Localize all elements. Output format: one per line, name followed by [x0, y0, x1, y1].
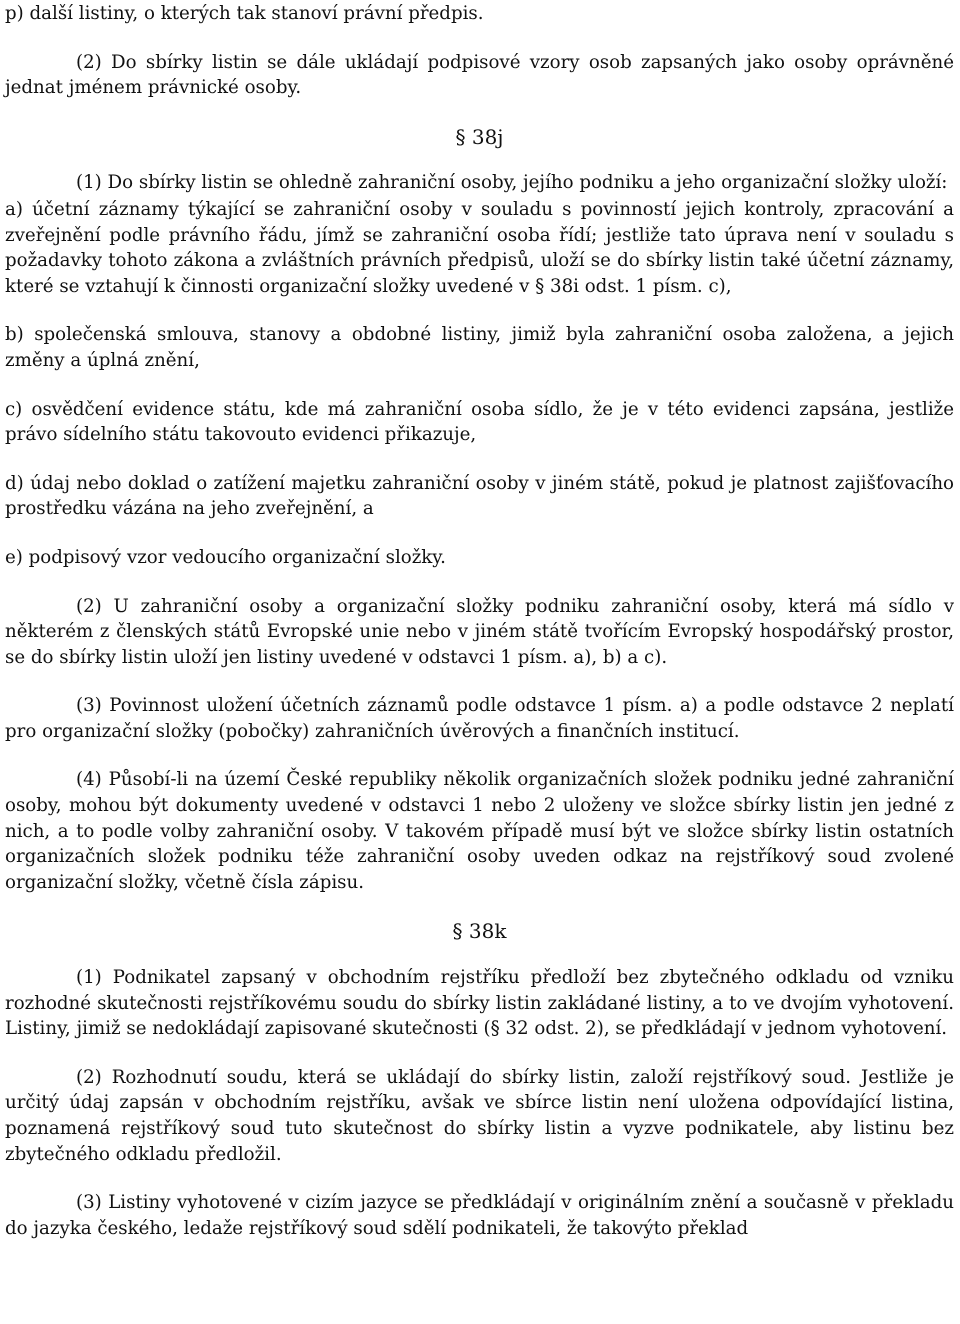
item-a-accounting-records: a) účetní záznamy týkající se zahraniční osoby v souladu s povinností jejich kontroly, zpracování a zveřejnění podle právního řádu, jímž se zahraniční osoba řídí; jestliže tato úprava není v souladu s požadavky tohoto zákona a zvláštních právních předpisů, uloží se do sbírky listin také účetní záznamy, které se vztahují k činnosti organizační složky uvedené v § 38i odst. 1 písm. c),	[5, 198, 954, 297]
item-b-founding-documents: b) společenská smlouva, stanovy a obdobné listiny, jimiž byla zahraniční osoba založena, a jejich změny a úplná znění,	[5, 324, 954, 371]
section-heading-38j: § 38j	[455, 124, 504, 149]
paragraph-38k-3: (3) Listiny vyhotovené v cizím jazyce se předkládají v originálním znění a současně v překladu do jazyka českého, ledaže rejstříkový soud sdělí podnikateli, že takovýto překlad	[5, 1192, 954, 1239]
document-page	[0, 1, 960, 1324]
item-d-encumbrance-record: d) údaj nebo doklad o zatížení majetku zahraniční osoby v jiném státě, pokud je platnost zajišťovacího prostředku vázána na jeho zveřejnění, a	[5, 472, 954, 520]
paragraph-38j-2: (2) U zahraniční osoby a organizační složky podniku zahraniční osoby, která má sídlo v některém z členských států Evropské unie nebo v jiném státě tvořícím Evropský hospodářský prostor, se do sbírky listin uloží jen listiny uvedené v odstavci 1 písm. a), b) a c).	[5, 595, 954, 668]
section-heading-38k: § 38k	[452, 919, 507, 944]
paragraph-38j-1: (1) Do sbírky listin se ohledně zahraniční osoby, jejího podniku a jeho organizační složky uloží:	[76, 172, 948, 194]
paragraph-38j-4: (4) Působí-li na území České republiky několik organizačních složek podniku jedné zahraniční osoby, mohou být dokumenty uvedené v odstavci 1 nebo 2 uloženy ve složce sbírky listin jen jedné z nich, a to podle volby zahraniční osoby. V takovém případě musí být ve složce sbírky listin ostatních organizačních složek podniku téže zahraniční osoby uveden odkaz na rejstříkový soud zvolené organizační složky, včetně čísla zápisu.	[5, 769, 954, 893]
paragraph-38j-3: (3) Povinnost uložení účetních záznamů podle odstavce 1 písm. a) a podle odstavce 2 neplatí pro organizační složky (pobočky) zahraničních úvěrových a finančních institucí.	[5, 695, 954, 742]
item-e-signature-specimen: e) podpisový vzor vedoucího organizační složky.	[5, 546, 446, 568]
item-p-other-documents: p) další listiny, o kterých tak stanoví právní předpis.	[5, 3, 484, 24]
item-c-registration-certificate: c) osvědčení evidence státu, kde má zahraniční osoba sídlo, že je v této evidenci zapsána, jestliže právo sídelního státu takovouto evidenci přikazuje,	[5, 398, 954, 446]
paragraph-38k-1: (1) Podnikatel zapsaný v obchodním rejstříku předloží bez zbytečného odkladu od vzniku rozhodné skutečnosti rejstříkovému soudu do sbírky listin zakládané listiny, a to ve dvojím vyhotovení. Listiny, jimiž se nedokládají zapisované skutečnosti (§ 32 odst. 2), se předkládají v jednom vyhotovení.	[5, 967, 954, 1040]
paragraph-signature-specimens: (2) Do sbírky listin se dále ukládají podpisové vzory osob zapsaných jako osoby oprávněné jednat jménem právnické osoby.	[5, 51, 954, 99]
paragraph-38k-2: (2) Rozhodnutí soudu, která se ukládají do sbírky listin, založí rejstříkový soud. Jestliže je určitý údaj zapsán v obchodním rejstříku, avšak ve sbírce listin není uložena odpovídající listina, poznamená rejstříkový soud tuto skutečnost do sbírky listin a vyzve podnikatele, aby listinu bez zbytečného odkladu předložil.	[5, 1066, 954, 1165]
